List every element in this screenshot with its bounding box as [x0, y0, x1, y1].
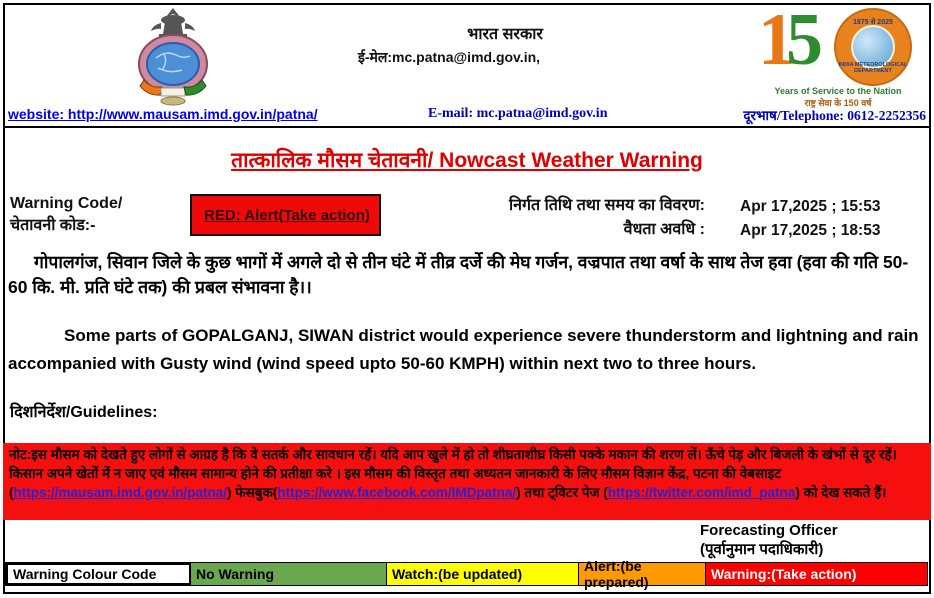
imd-logo — [112, 6, 234, 106]
imd-emblem-icon — [112, 6, 234, 106]
note-text-2: ) फेसबुक( — [227, 485, 278, 500]
website-link[interactable]: website: http://www.mausam.imd.gov.in/patna/ — [8, 106, 318, 122]
warning-text-hindi: गोपालगंज, सिवान जिले के कुछ भागों में अगले दो से तीन घंटे में तीव्र दर्जे की मेघ गर्जन, वज्रपात तथा वर्षा के साथ तेज हवा (हवा की गति 50-60 कि. मी. प्रति घंटे तक) की प्रबल संभावना है।। — [8, 252, 909, 297]
warning-code-badge — [190, 194, 381, 236]
mausam-website-link[interactable]: https://mausam.imd.gov.in/patna/ — [13, 485, 228, 500]
warning-code-label-hi: चेतावनी कोड:- — [10, 217, 96, 234]
header-email-line: ई-मेल:mc.patna@imd.gov.in, — [358, 49, 541, 65]
header-center — [330, 22, 680, 67]
seal-ring-text: INDIA METEOROLOGICAL DEPARTMENT — [838, 62, 908, 74]
note-text-4: ) को देख सकते हैं। — [795, 485, 887, 500]
logo-digit-1: 1 — [758, 0, 795, 81]
advisory-note — [3, 443, 931, 520]
seal-years-range: 1875 से 2025 — [853, 19, 893, 26]
warning-code-label-en: Warning Code/ — [10, 195, 123, 212]
note-text-1: नोट:इस मौसम को देखते हुए लोगों से आग्रह है कि वे सतर्क और सावधान रहें। यदि आप खुले में हो तो शीघ्रताशीघ्र किसी पक्के मकान की शरण लें। ऊँचे पेड़ और बिजली के खंभों से दूर रहें। किसान अपने खेतों में न जाए एवं मौसम सामान्य होने की प्रतीक्षा करे । इस मौसम की विस्तृत तथा अध्यतन जानकारी के लिए मौसम विज्ञान केंद्र, पटना की वेबसाइट ( — [9, 447, 897, 500]
document-title: तात्कालिक मौसम चेतावनी/ Nowcast Weather Warning — [231, 149, 703, 172]
logo-150-digits — [752, 0, 924, 81]
email-address[interactable]: E-mail: mc.patna@imd.gov.in — [428, 106, 608, 121]
years-of-service-en: Years of Service to the Nation — [774, 86, 902, 96]
signature-block — [700, 521, 838, 559]
issue-validity-values — [740, 195, 930, 243]
warning-text-english: Some parts of GOPALGANJ, SIWAN district would experience severe thunderstorm and lightning and rain accompanied with Gusty wind (wind speed upto 50-60 KMPH) within next two to three hours. — [8, 326, 919, 373]
facebook-link[interactable]: https://www.facebook.com/IMDpatna/ — [277, 485, 517, 500]
forecasting-officer-hi: (पूर्वानुमान पदाधिकारी) — [700, 541, 824, 558]
colour-code-yellow-cell: Watch:(be updated) — [387, 563, 579, 585]
forecasting-officer-en: Forecasting Officer — [700, 522, 838, 539]
colour-code-orange-cell: Alert:(be prepared) — [579, 563, 706, 585]
government-title: भारत सरकार — [467, 26, 543, 43]
imd-150-years-logo — [752, 0, 924, 108]
twitter-link[interactable]: https://twitter.com/imd_patna — [607, 485, 796, 500]
issue-date-label: निर्गत तिथि तथा समय का विवरण: — [509, 197, 705, 214]
issue-date-value: Apr 17,2025 ; 15:53 — [740, 198, 881, 215]
logo-seal-icon — [834, 8, 912, 86]
logo-digit-5: 5 — [786, 0, 823, 81]
guidelines-heading: दिशनिर्देश/Guidelines: — [10, 404, 158, 421]
warning-colour-code-bar — [5, 558, 928, 590]
colour-code-green-cell: No Warning — [191, 563, 387, 585]
contact-row — [8, 106, 926, 126]
header-divider — [3, 126, 931, 128]
warning-code-label — [10, 193, 122, 237]
warning-code-value: RED: Alert(Take action) — [204, 206, 370, 224]
validity-value: Apr 17,2025 ; 18:53 — [740, 222, 881, 239]
note-text-3: ) तथा ट्विटर पेज ( — [516, 485, 608, 500]
years-of-service-hi: राष्ट्र सेवा के 150 वर्ष — [804, 98, 872, 108]
colour-code-red-cell: Warning:(Take action) — [706, 563, 927, 585]
telephone-number: दूरभाष/Telephone: 0612-2252356 — [743, 108, 926, 123]
colour-code-label-cell: Warning Colour Code — [6, 563, 191, 585]
validity-label: वैधता अवधि : — [623, 221, 705, 238]
issue-validity-labels — [460, 194, 705, 242]
